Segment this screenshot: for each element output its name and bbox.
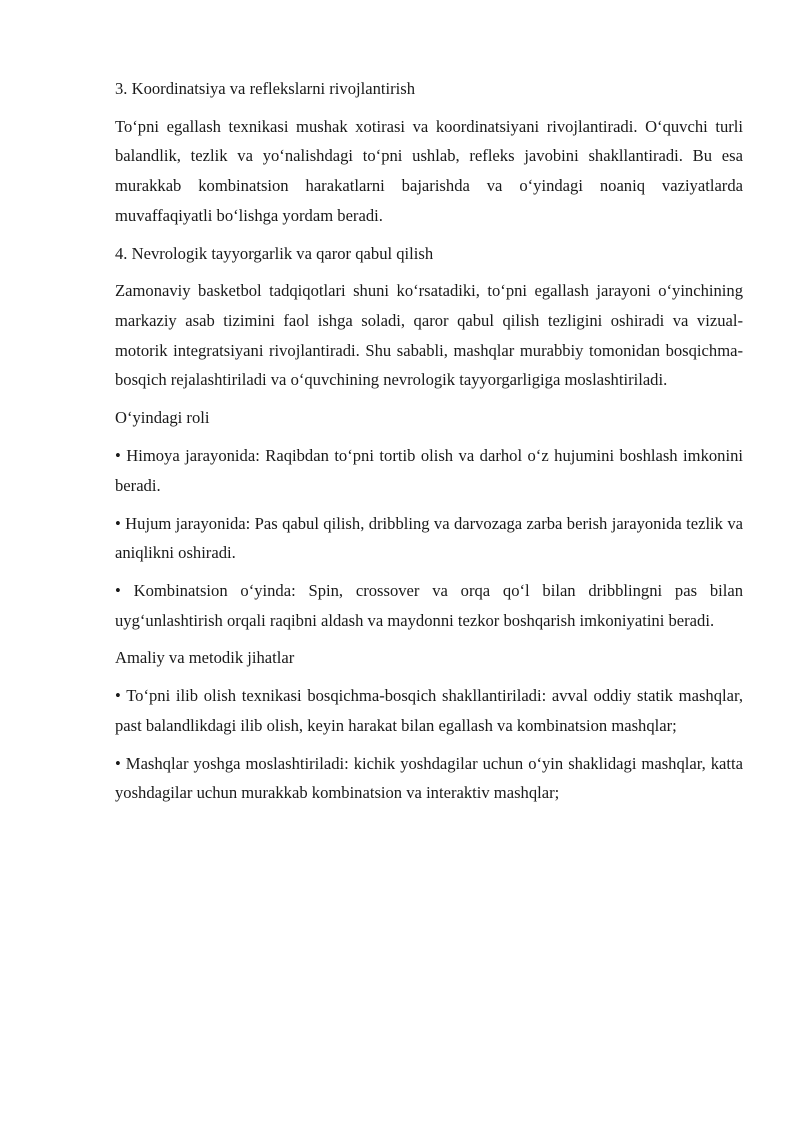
section-heading-3: 3. Koordinatsiya va reflekslarni rivojlantirish [115, 79, 415, 98]
bullet-stepwise: • To‘pni ilib olish texnikasi bosqichma-bosqich shakllantiriladi: avval oddiy statik mashqlar, past balandlikdagi ilib olish, keyin harakat bilan egallash va kombinatsion mashqlar; [115, 686, 743, 735]
section-heading-role: O‘yindagi roli [115, 408, 210, 428]
document-page [115, 74, 743, 816]
section-heading-4: 4. Nevrologik tayyorgarlik va qaror qabul qilish [115, 243, 434, 263]
bullet-defense: • Himoya jarayonida: Raqibdan to‘pni tortib olish va darhol o‘z hujumini boshlash imkonini beradi. [115, 446, 743, 495]
paragraph-neurological: Zamonaviy basketbol tadqiqotlari shuni ko‘rsatadiki, to‘pni egallash jarayoni o‘yinchining markaziy asab tizimini faol ishga soladi, qaror qabul qilish tezligini oshiradi va vizual-motorik integratsiyani rivojlantiradi. Shu sababli, mashqlar murabbiy tomonidan bosqichma-bosqich rejalashtiriladi va o‘quvchining nevrologik tayyorgarligiga moslashtiriladi. [115, 281, 743, 390]
bullet-attack: • Hujum jarayonida: Pas qabul qilish, dribbling va darvozaga zarba berish jarayonida tezlik va aniqlikni oshiradi. [115, 513, 743, 563]
section-heading-methodical: Amaliy va metodik jihatlar [115, 648, 295, 668]
bullet-age-adapted: • Mashqlar yoshga moslashtiriladi: kichik yoshdagilar uchun o‘yin shaklidagi mashqlar, katta yoshdagilar uchun murakkab kombinatsion va interaktiv mashqlar; [115, 753, 743, 803]
paragraph-coordination: To‘pni egallash texnikasi mushak xotirasi va koordinatsiyani rivojlantiradi. O‘quvchi turli balandlik, tezlik va yo‘nalishdagi to‘pni ushlab, refleks javobini shakllantiradi. Bu esa murakkab kombinatsion harakatlarni bajarishda va o‘yindagi noaniq vaziyatlarda muvaffaqiyatli bo‘lishga yordam beradi. [115, 116, 743, 225]
bullet-combination: • Kombinatsion o‘yinda: Spin, crossover va orqa qo‘l bilan dribblingni pas bilan uyg‘unlashtirish orqali raqibni aldash va maydonni tezkor boshqarish imkoniyatini beradi. [115, 580, 743, 630]
